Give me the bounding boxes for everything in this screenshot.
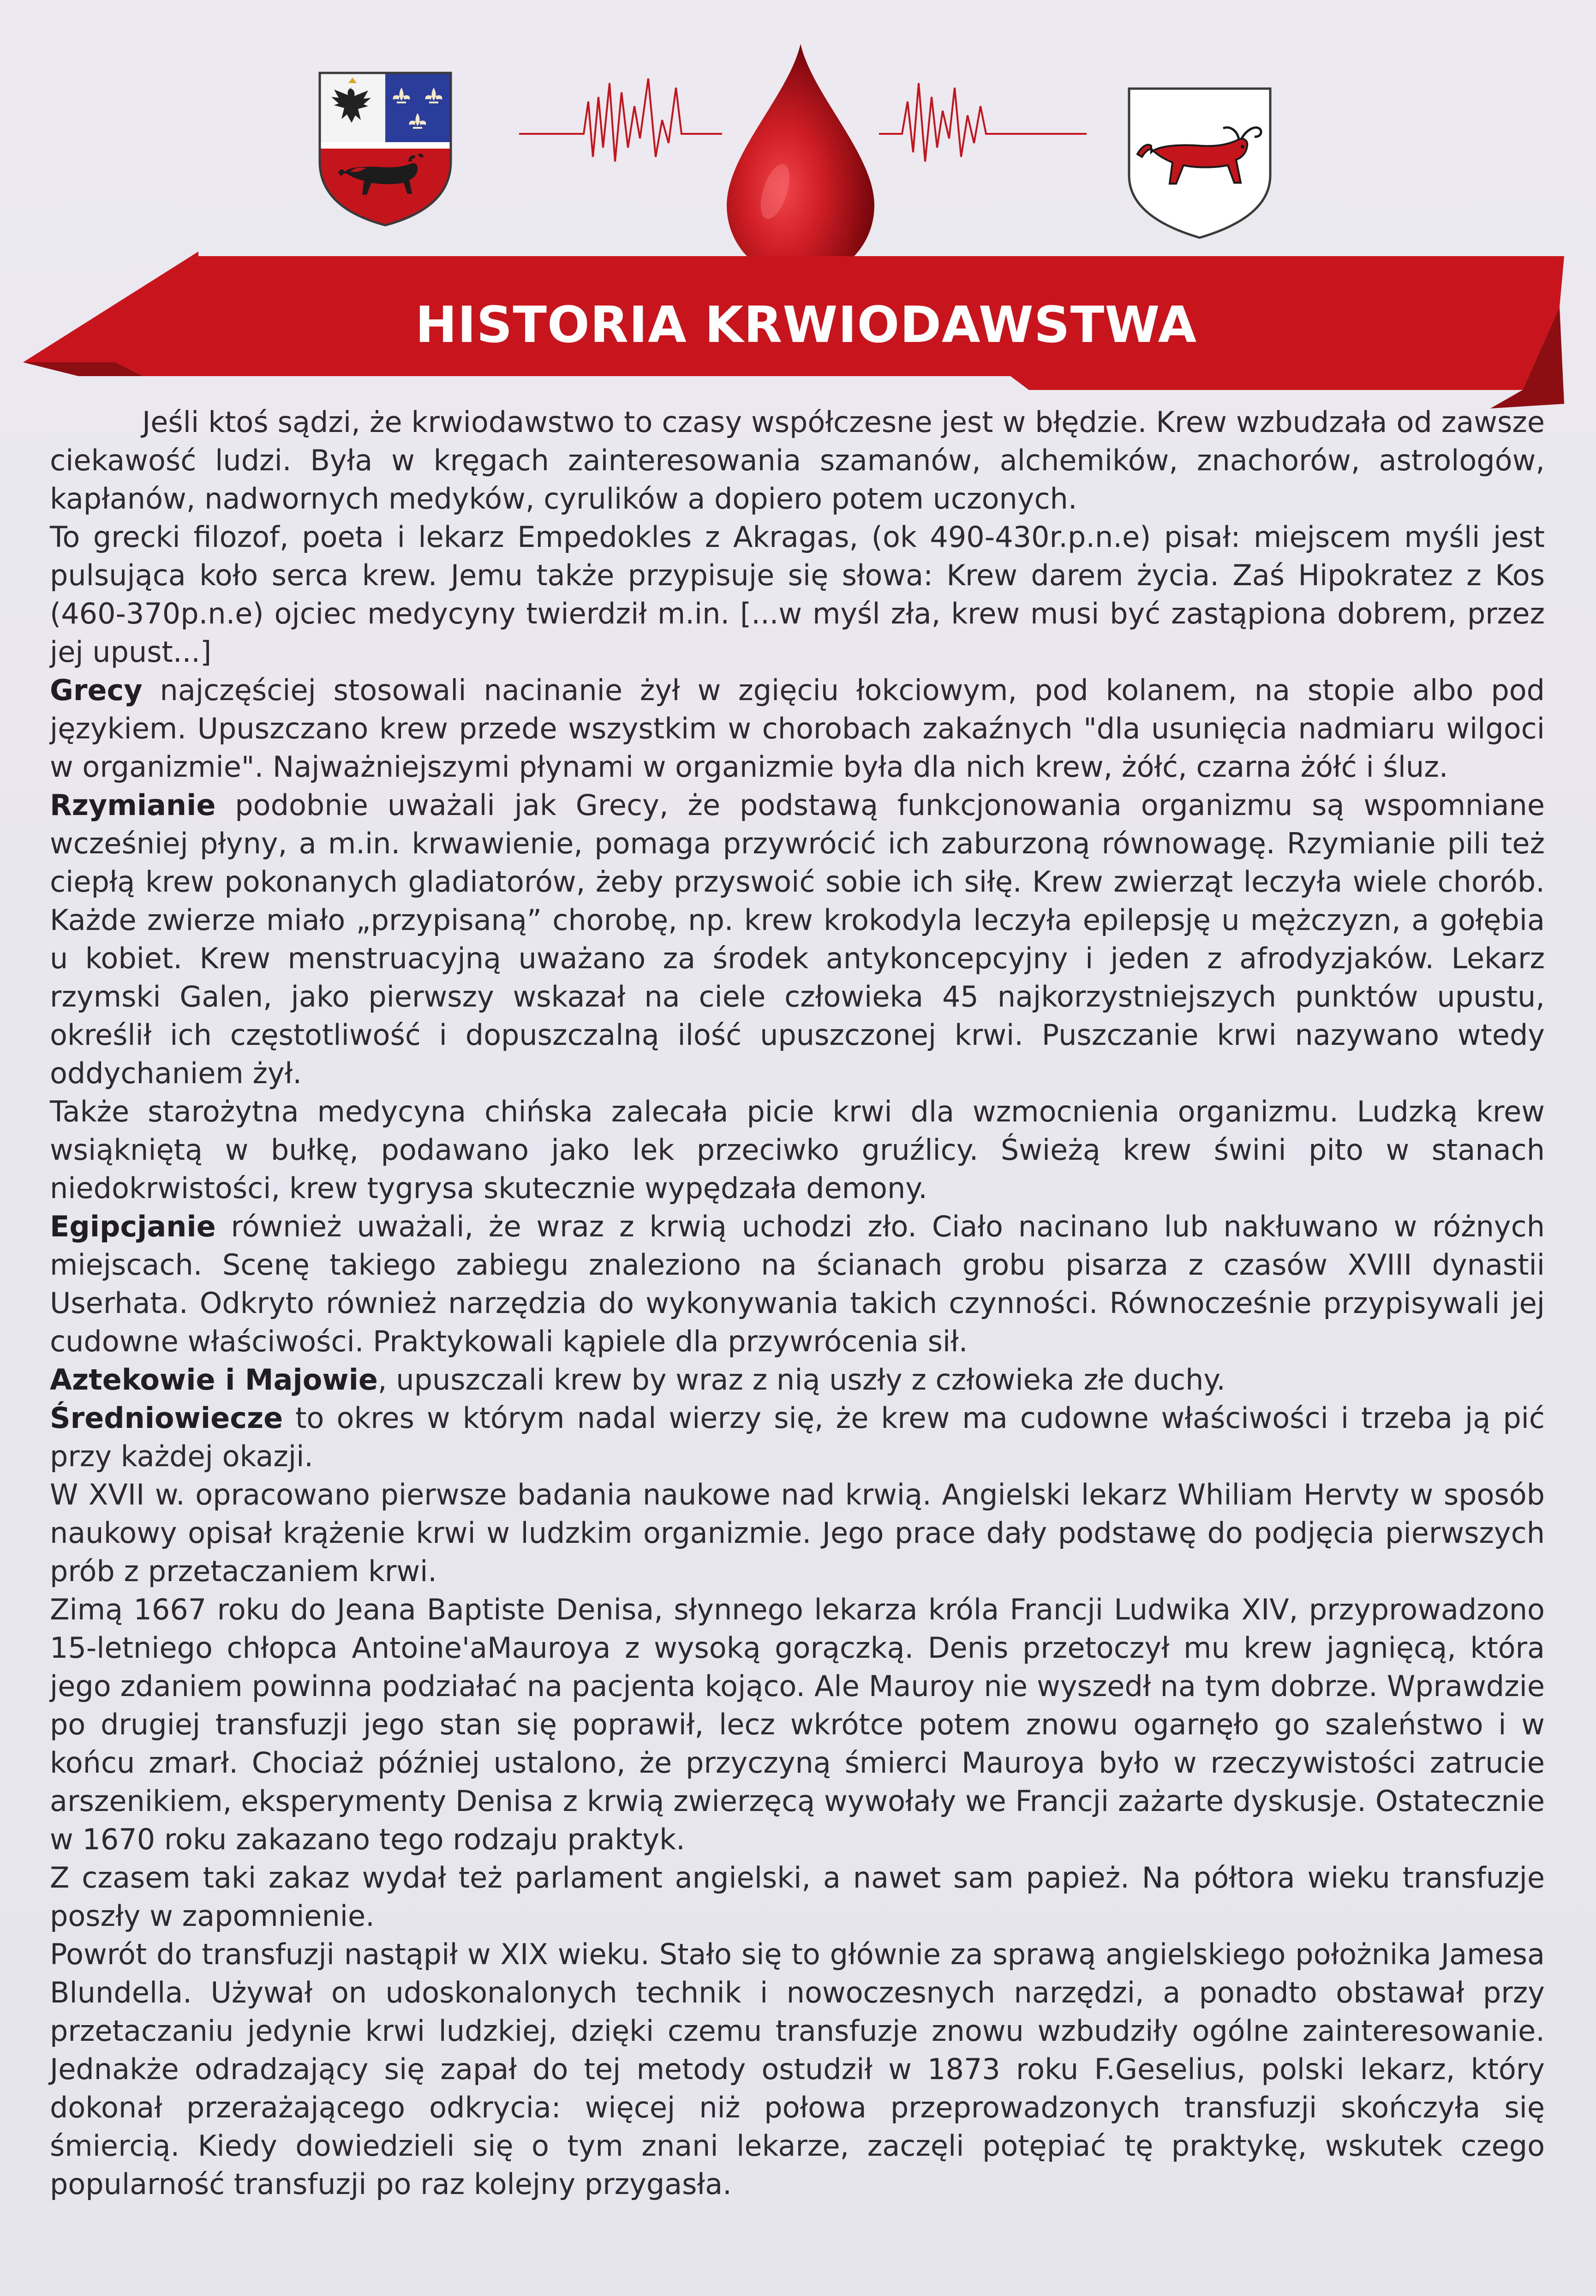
left-coat-of-arms-icon: [316, 69, 454, 228]
paragraph-lead: Średniowiecze: [50, 1401, 283, 1435]
paragraph: [50, 786, 1545, 1092]
paragraph-text: Zimą 1667 roku do Jeana Baptiste Denisa, słynnego lekarza króla Francji Ludwika XIV, przyprowadzono 15-letniego chłopca Antoine'aMauroya z wysoką gorączką. Denis przetoczył mu krew jagnięcą, która jego zdaniem powinna podziałać na pacjenta kojąco. Ale Mauroy nie wyszedł na tym dobrze. Wprawdzie po drugiej transfuzji jego stan się poprawił, lecz wkrótce potem znowu ogarnęło go szaleństwo i w końcu zmarł. Chociaż później ustalono, że przyczyną śmierci Mauroya było w rzeczywistości zatrucie arszenikiem, eksperymenty Denisa z krwią zwierzęcą wywołały we Francji zażarte dyskusje. Ostatecznie w 1670 roku zakazano tego rodzaju praktyk.: [50, 1593, 1545, 1856]
paragraph-lead: Rzymianie: [50, 788, 216, 822]
article-body: [50, 403, 1545, 2203]
paragraph: [50, 1092, 1545, 1207]
blood-drop-icon: [720, 39, 881, 284]
paragraph-text: Powrót do transfuzji nastąpił w XIX wieku. Stało się to głównie za sprawą angielskiego położnika Jamesa Blundella. Używał on udoskonalonych technik i nowoczesnych narzędzi, a ponadto obstawał przy przetaczaniu jedynie krwi ludzkiej, dzięki czemu transfuzje znowu wzbudziły ogólne zainteresowanie. Jednakże odradzający się zapał do tej metody ostudził w 1873 roku F.Geselius, polski lekarz, który dokonał przerażającego odkrycia: więcej niż połowa przeprowadzonych transfuzji skończyła się śmiercią. Kiedy dowiedzieli się o tym znani lekarze, zaczęli potępiać tę praktykę, wskutek czego popularność transfuzji po raz kolejny przygasła.: [50, 1937, 1545, 2201]
paragraph: [50, 1207, 1545, 1361]
paragraph-text: to okres w którym nadal wierzy się, że krew ma cudowne właściwości i trzeba ją pić przy każdej okazji.: [50, 1401, 1545, 1473]
paragraph-text: Także starożytna medycyna chińska zalecała picie krwi dla wzmocnienia organizmu. Ludzką krew wsiąkniętą w bułkę, podawano jako lek przeciwko gruźlicy. Świeżą krew świni pito w stanach niedokrwistości, krew tygrysa skutecznie wypędzała demony.: [50, 1095, 1545, 1205]
paragraph-text: podobnie uważali jak Grecy, że podstawą funkcjonowania organizmu są wspomniane wcześniej płyny, a m.in. krwawienie, pomaga przywrócić ich zaburzoną równowagę. Rzymianie pili też ciepłą krew pokonanych gladiatorów, żeby przyswoić sobie ich siłę. Krew zwierząt leczyła wiele chorób. Każde zwierze miało „przypisaną” chorobę, np. krew krokodyla leczyła epilepsję u mężczyzn, a gołębia u kobiet. Krew menstruacyjną uważano za środek antykoncepcyjny i jeden z afrodyzjaków. Lekarz rzymski Galen, jako pierwszy wskazał na ciele człowieka 45 najkorzystniejszych punktów upustu, określił ich częstotliwość i dopuszczalną ilość upuszczonej krwi. Puszczanie krwi nazywano wtedy oddychaniem żył.: [50, 788, 1545, 1090]
paragraph: [50, 518, 1545, 671]
page-title: HISTORIA KRWIODAWSTWA: [415, 296, 1197, 354]
paragraph: [50, 1475, 1545, 1590]
right-coat-of-arms-icon: [1124, 83, 1276, 242]
paragraph-text: Z czasem taki zakaz wydał też parlament angielski, a nawet sam papież. Na półtora wieku transfuzje poszły w zapomnienie.: [50, 1861, 1545, 1933]
paragraph-text: również uważali, że wraz z krwią uchodzi zło. Ciało nacinano lub nakłuwano w różnych miejscach. Scenę takiego zabiegu znaleziono na ścianach grobu pisarza z czasów XVIII dynastii Userhata. Odkryto również narzędzia do wykonywania takich czynności. Równocześnie przypisywali jej cudowne właściwości. Praktykowali kąpiele dla przywrócenia sił.: [50, 1210, 1545, 1358]
paragraph: [50, 1590, 1545, 1858]
paragraph-text: najczęściej stosowali nacinanie żył w zgięciu łokciowym, pod kolanem, na stopie albo pod językiem. Upuszczano krew przede wszystkim w chorobach zakaźnych "dla usunięcia nadmiaru wilgoci w organizmie". Najważniejszymi płynami w organizmie była dla nich krew, żółć, czarna żółć i śluz.: [50, 673, 1545, 784]
paragraph-text: To grecki filozof, poeta i lekarz Empedokles z Akragas, (ok 490-430r.p.n.e) pisał: miejscem myśli jest pulsująca koło serca krew. Jemu także przypisuje się słowa: Krew darem życia. Zaś Hipokratez z Kos (460-370p.n.e) ojciec medycyny twierdził m.in. [...w myśl zła, krew musi być zastąpiona dobrem, przez jej upust...]: [50, 520, 1545, 669]
paragraph-text: , upuszczali krew by wraz z nią uszły z człowieka złe duchy.: [377, 1363, 1225, 1397]
paragraph: [50, 671, 1545, 786]
paragraph: [50, 403, 1545, 518]
paragraph-lead: Egipcjanie: [50, 1210, 216, 1243]
paragraph-text: W XVII w. opracowano pierwsze badania naukowe nad krwią. Angielski lekarz Whiliam Hervty w sposób naukowy opisał krążenie krwi w ludzkim organizmie. Jego prace dały podstawę do podjęcia pierwszych prób z przetaczaniem krwi.: [50, 1478, 1545, 1588]
paragraph-lead: Grecy: [50, 673, 143, 707]
paragraph: [50, 1858, 1545, 1935]
paragraph: [50, 1361, 1545, 1399]
paragraph: [50, 1935, 1545, 2203]
paragraph-lead: Aztekowie i Majowie: [50, 1363, 378, 1397]
paragraph: [50, 1399, 1545, 1475]
paragraph-text: Jeśli ktoś sądzi, że krwiodawstwo to czasy współczesne jest w błędzie. Krew wzbudzała od zawsze ciekawość ludzi. Była w kręgach zainteresowania szamanów, alchemików, znachorów, astrologów, kapłanów, nadwornych medyków, cyrulików a dopiero potem uczonych.: [50, 405, 1545, 516]
